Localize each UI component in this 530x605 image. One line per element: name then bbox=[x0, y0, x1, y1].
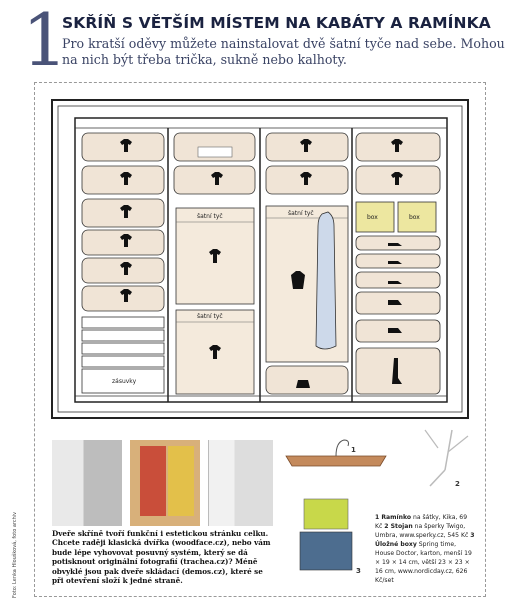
product-number-3: 3 bbox=[356, 567, 361, 575]
photo-classic-doors bbox=[52, 440, 122, 526]
label-rod-tall: šatní tyč bbox=[288, 210, 314, 217]
label-drawers: zásuvky bbox=[112, 378, 137, 385]
products-caption: 1 Ramínko na šátky, Kika, 69 Kč 2 Stojan na šperky Twigo, Umbra, www.sperky.cz, 545 Kč 3 Úložné boxy Spring time, House Doctor, karton, menší 19 × 19 × 14 cm, větší 23 × 23 × 16 cm, www.nordicday.cz, 626 Kč/set bbox=[375, 514, 475, 584]
label-rod-bottom: šatní tyč bbox=[197, 313, 223, 320]
photo-credit: Foto: Lenka Hloušková, foto archiv bbox=[12, 511, 18, 598]
photo-folding-doors bbox=[208, 440, 273, 526]
doors-caption: Dveře skříně tvoří funkční i estetickou stránku celku. Chcete raději klasická dvířka (woodface.cz), nebo vám bude lépe vyhovovat posuvný systém, který se dá potisknout originální fotografií (trachea.cz)? Méně obvyklé jsou pak dveře skládací (demos.cz), které se při otevření složí k jedné straně. bbox=[52, 529, 271, 586]
product-number-2: 2 bbox=[455, 480, 460, 488]
label-box-left: box bbox=[367, 214, 378, 221]
lead-paragraph: Pro kratší oděvy můžete nainstalovat dvě šatní tyče nad sebe. Mohou na nich být třeba trička, sukně nebo kalhoty. bbox=[62, 36, 505, 67]
label-box-right: box bbox=[409, 214, 420, 221]
label-rod-top: šatní tyč bbox=[197, 213, 223, 220]
section-number: 1 bbox=[22, 0, 68, 82]
page-title: SKŘÍŇ S VĚTŠÍM MÍSTEM NA KABÁTY A RAMÍNKA bbox=[62, 14, 491, 32]
product-number-1: 1 bbox=[351, 446, 356, 454]
photo-sliding-doors bbox=[130, 440, 200, 526]
